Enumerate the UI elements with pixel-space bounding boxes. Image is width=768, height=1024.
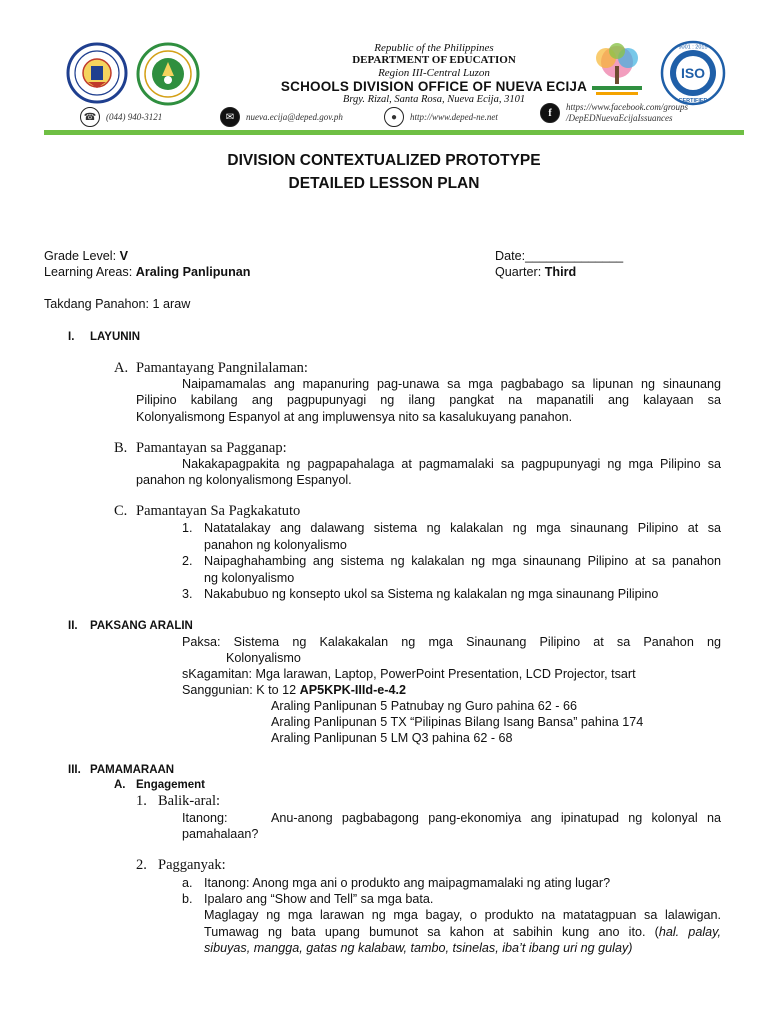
section1a-title: Pamantayang Pangnilalaman: [136, 360, 308, 376]
quarter-label: Quarter: [495, 265, 545, 279]
quarter [495, 264, 576, 281]
item-b-line3-plain: Tumawag ng bata upang bumunot sa kahon at sabihin kung ano ito. ( [204, 924, 659, 939]
objective2-number: 2. [182, 554, 193, 568]
paksa-line1: Paksa: Sistema ng Kalakakalan ng mga Sinaunang Pilipino at sa Panahon ng [182, 635, 721, 649]
objective1-line1: Natatalakay ang dalawang sistema ng kalakalan ng mga sinaunang Pilipino at sa [204, 521, 721, 535]
facebook-link-line1: https://www.facebook.com/groups [566, 102, 688, 112]
address-line: Brgy. Rizal, Santa Rosa, Nueva Ecija, 3101 [342, 94, 526, 106]
grade-level-value: V [119, 249, 129, 263]
objective1-line2: panahon ng kolonyalismo [204, 537, 347, 552]
objective1-number: 1. [182, 521, 193, 535]
phone-icon: ☎ [80, 107, 100, 127]
section1b-paragraph-line1 [182, 456, 721, 473]
globe-icon: ● [384, 107, 404, 127]
itanong-line1: Anu-anong pagbabagong pang-ekonomiya ang ipinatupad ng kolonyal na [271, 811, 721, 825]
step2-title: Pagganyak: [158, 857, 226, 873]
letterhead [44, 40, 744, 136]
objective2-line2: ng kolonyalismo [204, 570, 295, 585]
website-contact [384, 106, 498, 128]
date-field: Date:______________ [495, 249, 624, 263]
section2-title: PAKSANG ARALIN [90, 620, 193, 632]
objective3-number: 3. [182, 587, 193, 601]
contact-bar [80, 102, 740, 128]
section1b-text-line2: panahon ng kolonyalismong Espanyol. [136, 473, 352, 487]
deped-seal-icon [66, 42, 128, 104]
iso-text: ISO [680, 65, 706, 81]
item-b-line4: sibuyas, mangga, gatas ng kalabaw, tambo, tsinelas, iba’t ibang uri ng gulay) [204, 941, 633, 955]
step1-number: 1. [136, 793, 147, 809]
step2-number: 2. [136, 857, 147, 873]
letterhead-text [234, 42, 634, 106]
facebook-icon: f [540, 103, 560, 123]
section1a-text-line3: Kolonyalismong Espanyol at ang impluwensya nito sa kasalukuyang panahon. [136, 409, 573, 424]
section1a-label: A. [114, 360, 129, 376]
objective2-line1: Naipaghahambing ang sistema ng kalakalan ng mga sinaunang Pilipino at sa panahon [204, 554, 721, 568]
learning-areas-value: Araling Panlipunan [135, 265, 251, 279]
objective1 [204, 520, 721, 553]
section2-number: II. [68, 620, 78, 632]
reference-2: Araling Panlipunan 5 TX “Pilipinas Bilang Isang Bansa” pahina 174 [271, 715, 644, 729]
sanggunian [182, 682, 406, 699]
item-b-line3 [204, 924, 721, 941]
item-b-line3-italic: hal. palay, [658, 924, 721, 939]
section1c-title: Pamantayan Sa Pagkakatuto [136, 503, 301, 519]
itanong-line2: pamahalaan? [182, 827, 259, 841]
section1a-paragraph [136, 392, 721, 425]
section1-number: I. [68, 331, 75, 343]
iso-badge-icon [660, 40, 726, 106]
item-b-text: Ipalaro ang “Show and Tell” sa mga bata. [204, 892, 434, 906]
section3a-title: Engagement [136, 779, 206, 791]
item-b-label: b. [182, 892, 193, 906]
itanong-question [271, 810, 721, 827]
email-address[interactable]: nueva.ecija@deped.gov.ph [246, 112, 343, 122]
phone-number: (044) 940-3121 [106, 112, 163, 122]
learning-areas-label: Learning Areas: [44, 265, 136, 279]
time-allotment: Takdang Panahon: 1 araw [44, 297, 191, 311]
section1-title: LAYUNIN [90, 331, 141, 343]
republic-line: Republic of the Philippines [374, 42, 494, 54]
section1b-text-line1: Nakakapagpakita ng pagpapahalaga at pagmamalaki sa pagpupunyagi ng mga Pilipino sa [182, 457, 721, 471]
itanong-label: Itanong: [182, 811, 228, 825]
division-name: SCHOOLS DIVISION OFFICE OF NUEVA ECIJA [280, 78, 588, 94]
section3a-label: A. [114, 779, 126, 791]
document-title-line2: DETAILED LESSON PLAN [288, 175, 480, 192]
reference-1: Araling Panlipunan 5 Patnubay ng Guro pahina 62 - 66 [271, 699, 577, 713]
quarter-value: Third [544, 265, 577, 279]
header-rule [44, 130, 744, 135]
section1a-paragraph-line1 [182, 376, 721, 393]
section3-title: PAMAMARAAN [90, 764, 175, 776]
facebook-link-line2: /DepEDNuevaEcijaIssuances [566, 113, 673, 123]
grade-level [44, 248, 128, 265]
email-contact [220, 106, 343, 128]
step1-title: Balik-aral: [158, 793, 221, 809]
grade-level-label: Grade Level: [44, 249, 120, 263]
department-line: DEPARTMENT OF EDUCATION [352, 54, 516, 67]
item-b-line2: Maglagay ng mga larawan ng mga bagay, o produkto na matatagpuan sa lalawigan. [204, 908, 721, 922]
document-title-line1: DIVISION CONTEXTUALIZED PROTOTYPE [227, 152, 541, 169]
item-a-label: a. [182, 876, 193, 890]
kagamitan: sKagamitan: Mga larawan, Laptop, PowerPoint Presentation, LCD Projector, tsart [182, 667, 636, 681]
section1b-label: B. [114, 440, 128, 456]
item-b-paragraph [204, 907, 721, 957]
section1c-label: C. [114, 503, 128, 519]
website-link[interactable]: http://www.deped-ne.net [410, 112, 498, 122]
iso-certified: CERTIFIED [678, 98, 708, 104]
division-seal-icon [136, 42, 200, 106]
sanggunian-code: AP5KPK-IIId-e-4.2 [299, 683, 407, 697]
paksa-line2: Kolonyalismo [226, 651, 301, 665]
envelope-icon: ✉ [220, 107, 240, 127]
section1a-text-line2: Pilipino kabilang ang pagpupunyagi ng ilang pangkat na mapanatili ang kalayaan sa [136, 393, 721, 407]
reference-3: Araling Panlipunan 5 LM Q3 pahina 62 - 68 [271, 731, 513, 745]
facebook-contact [540, 102, 688, 124]
paksa [182, 634, 721, 651]
section1b-title: Pamantayan sa Pagganap: [136, 440, 287, 456]
sanggunian-label: Sanggunian: K to 12 [182, 683, 300, 697]
section1a-text-line1: Naipamamalas ang mapanuring pag-unawa sa mga pagbabago sa lipunan ng sinaunang [182, 377, 721, 391]
objective3: Nakabubuo ng konsepto ukol sa Sistema ng kalakalan ng mga sinaunang Pilipino [204, 587, 659, 601]
region-line: Region III-Central Luzon [378, 66, 490, 79]
greater-heights-logo-icon [584, 42, 650, 104]
facebook-link[interactable] [566, 102, 688, 124]
section3-number: III. [68, 764, 81, 776]
iso-standard: 9001 : 2015 [678, 44, 708, 51]
learning-areas [44, 264, 250, 281]
phone-contact [80, 106, 162, 128]
item-a-text: Itanong: Anong mga ani o produkto ang maipagmamalaki ng ating lugar? [204, 876, 611, 890]
objective2 [204, 553, 721, 586]
